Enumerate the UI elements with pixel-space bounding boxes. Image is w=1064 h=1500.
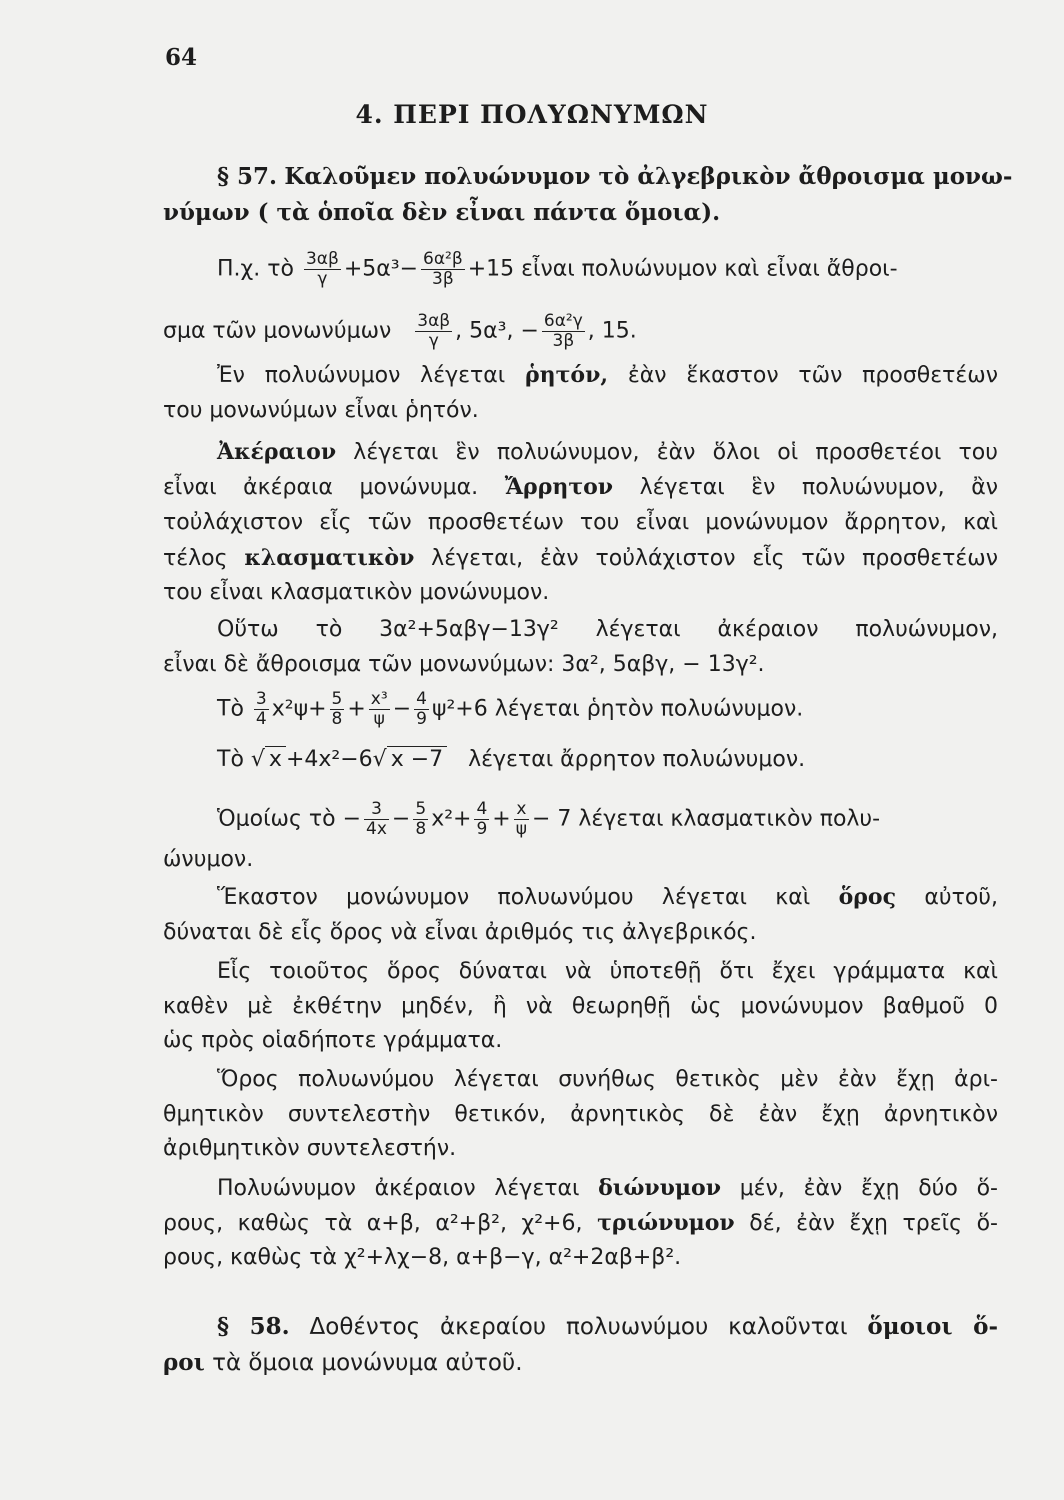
text: λέγεται ἄρρητον πολυώνυμον. [468,747,806,772]
fraction [330,690,345,729]
numerator: 6α²β [423,249,463,269]
para-term2-line1: Εἷς τοιοῦτος ὅρος δύναται νὰ ὑποτεθῇ ὅτι ἔχει γράμματα καὶ [217,959,998,984]
para-binomial-line2 [163,1208,998,1239]
text: +15 εἶναι πολυώνυμον καὶ εἶναι ἄθροι- [467,256,898,282]
text: , 5α³, − [455,318,539,344]
example-5-line1 [163,800,1052,839]
fraction [304,250,341,289]
text: δέ, ἐὰν ἔχῃ τρεῖς ὅ- [749,1211,998,1236]
example-2-line1: Οὕτω τὸ 3α²+5αβγ−13γ² λέγεται ἀκέραιον πολυώνυμον, [217,617,998,642]
denominator: 4 [255,709,267,729]
section-57-heading [163,162,1013,192]
numerator: 3 [255,689,267,709]
text: Ἐν πολυώνυμον λέγεται [217,363,506,388]
fraction [542,312,585,351]
para-binomial-line3: ρους, καθὼς τὰ χ²+λχ−8, α+β−γ, α²+2αβ+β². [163,1245,682,1270]
para-integer-line4 [163,543,998,574]
fraction [415,312,452,351]
para-binomial-line1 [163,1173,998,1204]
text: Τὸ [217,696,244,722]
text: εἶναι ἀκέραια μονώνυμα. [163,475,479,500]
text: + [347,696,366,722]
term-irrational: Ἄρρητον [504,474,614,500]
section-57-heading-cont [163,198,998,228]
text: +4x²−6 [285,747,373,772]
text: − [392,696,412,722]
text: τέλος [163,546,228,571]
example-5-line2: ώνυμον. [163,847,254,872]
numerator: 3αβ [305,249,339,269]
para-sign-line3: ἀριθμητικὸν συντελεστήν. [163,1136,457,1161]
text: ἐὰν ἕκαστον τῶν προσθετέων [627,363,998,388]
numerator: 3αβ [417,311,451,331]
denominator: 9 [476,819,488,839]
para-term2-line3: ὡς πρὸς οἱαδήποτε γράμματα. [163,1028,503,1053]
numerator: 6α²γ [543,311,583,331]
numerator: 3 [364,800,389,820]
denominator: 3β [432,269,454,289]
fraction [413,800,428,839]
text: Ὁμοίως τὸ − [217,806,362,832]
section-58-line2 [163,1348,998,1378]
denominator: ψ [373,709,385,729]
fraction [364,800,389,839]
para-sign-line1: Ὅρος πολυωνύμου λέγεται συνήθως θετικὸς μὲν ἐὰν ἔχῃ ἀρι- [217,1067,998,1092]
section-58-label: § 58. [217,1313,290,1340]
radicand: x −7 [387,746,447,772]
para-term2-line2: καθὲν μὲ ἐκθέτην μηδέν, ἢ νὰ θεωρηθῇ ὡς μονώνυμον βαθμοῦ 0 [163,994,998,1019]
denominator: 8 [331,709,343,729]
para-sign-line2: θμητικὸν συντελεστὴν θετικόν, ἀρνητικὸς δὲ ἐὰν ἔχῃ ἀρνητικὸν [163,1102,998,1127]
term-term: ὅρος [838,884,896,910]
term-similar-terms-cont: ροι [163,1349,205,1376]
text: Τὸ [217,747,244,772]
example-2-line2: εἶναι δὲ ἄθροισμα τῶν μονωνύμων: 3α², 5αβγ, − 13γ². [163,652,765,677]
section-57-heading-line2: νύμων ( τὰ ὁποῖα δὲν εἶναι πάντα ὅμοια). [163,199,721,226]
text: λέγεται, ἐὰν τοὐλάχιστον εἷς τῶν προσθετέων [431,546,998,571]
term-trinomial: τριώνυμον [597,1210,735,1236]
fraction [254,690,269,729]
denominator: γ [428,331,439,351]
para-term-line1 [163,882,998,913]
text: μέν, ἐὰν ἔχῃ δύο ὅ- [739,1176,998,1201]
para-integer-line1 [163,437,998,468]
text: σμα τῶν μονωνύμων [163,318,392,344]
term-integer: Ἀκέραιον [217,439,337,465]
para-rational-line1 [163,360,998,391]
text: + [492,806,511,832]
para-integer-line2 [163,472,998,503]
text: λέγεται ἓν πολυώνυμον, ἐὰν ὅλοι οἱ προσθετέοι του [353,440,998,465]
example-4: Τὸ √ x +4x²−6√ x −7 λέγεται ἄρρητον πολυώνυμον. [217,747,806,772]
text: λέγεται ἓν πολυώνυμον, ἂν [639,475,998,500]
para-integer-line5: του εἶναι κλασματικὸν μονώνυμον. [163,580,550,605]
term-binomial: διώνυμον [598,1175,721,1201]
text: Π.χ. τὸ [217,256,294,282]
numerator: 4 [476,799,488,819]
text: Δοθέντος ἀκεραίου πολυωνύμου καλοῦνται [309,1314,848,1340]
example-3 [163,690,1052,729]
example-1-line1 [163,250,1052,289]
denominator: ψ [515,819,527,839]
denominator: 9 [416,709,427,729]
denominator: 3β [552,331,575,351]
denominator: 8 [415,819,427,839]
term-fractional: κλασματικὸν [244,545,415,571]
text: , 15. [587,318,637,344]
section-57-label: § 57. [217,163,278,190]
text: − [391,806,411,832]
para-integer-line3: τοὐλάχιστον εἷς τῶν προσθετέων του εἶναι μονώνυμον ἄρρητον, καὶ [163,510,998,535]
text: +5α³− [343,256,418,282]
text: Πολυώνυμον ἀκέραιον λέγεται [217,1176,580,1201]
numerator: x³ [370,689,388,709]
text: − 7 λέγεται κλασματικὸν πολυ- [531,806,881,832]
term-rational: ῥητόν, [525,362,609,388]
para-term-line2: δύναται δὲ εἷς ὅρος νὰ εἶναι ἀριθμός τις ἀλγεβρικός. [163,920,757,945]
fraction [421,250,465,289]
numerator: 5 [331,689,343,709]
example-1-line2 [163,312,998,351]
fraction [514,800,529,839]
text: x²ψ+ [271,696,327,722]
section-58-line1 [163,1312,998,1342]
text: ψ²+6 λέγεται ῥητὸν πολυώνυμον. [431,696,804,722]
chapter-title: 4. ΠΕΡΙ ΠΟΛΥΩΝΥΜΩΝ [355,100,709,129]
fraction [474,800,489,839]
page-number: 64 [165,44,198,71]
text: Ἕκαστον μονώνυμον πολυωνύμου λέγεται καὶ [217,885,811,910]
text: x²+ [431,806,472,832]
numerator: 5 [415,799,427,819]
numerator: 4 [416,689,427,709]
text: αὐτοῦ, [924,885,999,910]
text: τὰ ὅμοια μονώνυμα αὐτοῦ. [212,1350,523,1376]
radicand: x [265,746,286,772]
section-57-heading-line1: Καλοῦμεν πολυώνυμον τὸ ἀλγεβρικὸν ἄθροισμα μονω- [284,163,1013,190]
denominator: γ [317,269,328,289]
para-rational-line2: του μονωνύμων εἶναι ῥητόν. [163,398,479,423]
fraction [414,690,429,729]
text: ρους, καθὼς τὰ α+β, α²+β², χ²+6, [163,1211,583,1236]
fraction [369,690,390,729]
denominator: 4x [366,819,387,839]
term-similar-terms: ὅμοιοι ὅ- [867,1313,999,1340]
numerator: x [514,800,529,820]
